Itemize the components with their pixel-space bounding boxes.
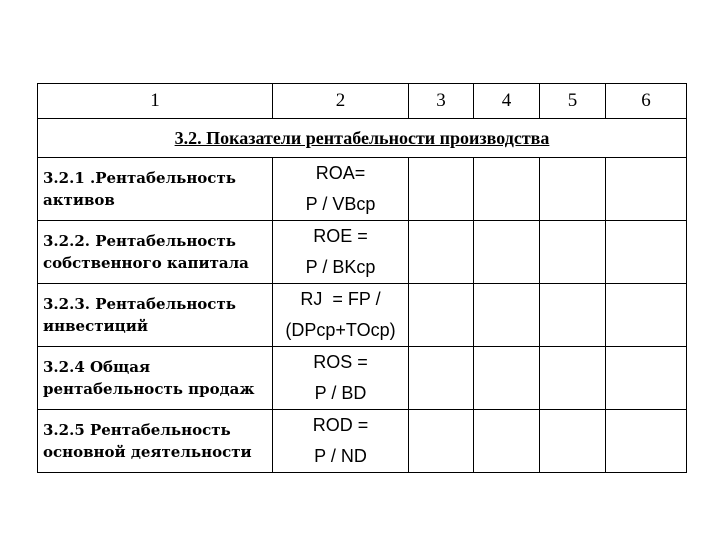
formula-line1: ROD = — [312, 415, 369, 435]
header-col-1: 1 — [38, 84, 273, 119]
table-row — [38, 221, 687, 284]
header-col-2: 2 — [273, 84, 409, 119]
empty-cell — [409, 410, 474, 473]
indicator-formula — [273, 410, 409, 473]
indicator-name-line2: собственного капитала — [43, 254, 249, 272]
empty-cell — [606, 158, 687, 221]
empty-cell — [474, 410, 540, 473]
section-row — [38, 119, 687, 158]
indicator-name-line1: 3.2.1 .Рентабельность — [43, 169, 236, 187]
formula-line1: ROA= — [315, 163, 366, 183]
indicator-name-line2: рентабельность продаж — [43, 380, 255, 398]
formula-line1: ROS = — [313, 352, 368, 372]
empty-cell — [540, 221, 606, 284]
indicator-name-line1: 3.2.2. Рентабельность — [43, 232, 236, 250]
indicator-name-line1: 3.2.3. Рентабельность — [43, 295, 236, 313]
empty-cell — [409, 158, 474, 221]
formula-line2: (DPср+TOср) — [285, 320, 396, 340]
indicator-name-line1: 3.2.5 Рентабельность — [43, 421, 231, 439]
section-title: 3.2. Показатели рентабельности производства — [174, 127, 550, 148]
indicator-name — [38, 221, 273, 284]
indicator-formula — [273, 158, 409, 221]
empty-cell — [606, 347, 687, 410]
empty-cell — [474, 347, 540, 410]
empty-cell — [409, 347, 474, 410]
table-row — [38, 284, 687, 347]
indicator-name — [38, 284, 273, 347]
header-col-4: 4 — [474, 84, 540, 119]
indicator-formula — [273, 347, 409, 410]
empty-cell — [474, 158, 540, 221]
formula-line2: P / VBср — [305, 194, 376, 214]
indicator-formula — [273, 221, 409, 284]
indicator-name-line2: активов — [43, 191, 115, 209]
formula-line1: ROE = — [313, 226, 368, 246]
section-title-cell — [38, 119, 687, 158]
formula-line2: P / ND — [314, 446, 367, 466]
formula-line2: P / BKср — [305, 257, 376, 277]
indicator-name-line1: 3.2.4 Общая — [43, 358, 151, 376]
formula-line1: RJ = FP / — [300, 289, 381, 309]
empty-cell — [540, 158, 606, 221]
indicator-name — [38, 158, 273, 221]
empty-cell — [606, 410, 687, 473]
indicator-formula — [273, 284, 409, 347]
table-row — [38, 410, 687, 473]
table-row — [38, 347, 687, 410]
empty-cell — [474, 221, 540, 284]
empty-cell — [540, 347, 606, 410]
table-row — [38, 158, 687, 221]
indicator-name — [38, 410, 273, 473]
formula-line2: P / BD — [314, 383, 367, 403]
empty-cell — [409, 221, 474, 284]
empty-cell — [606, 221, 687, 284]
header-col-6: 6 — [606, 84, 687, 119]
indicator-name-line2: основной деятельности — [43, 443, 252, 461]
empty-cell — [409, 284, 474, 347]
empty-cell — [540, 410, 606, 473]
empty-cell — [540, 284, 606, 347]
header-col-3: 3 — [409, 84, 474, 119]
empty-cell — [474, 284, 540, 347]
indicators-table — [37, 83, 687, 473]
header-row — [38, 84, 687, 119]
indicator-name — [38, 347, 273, 410]
indicator-name-line2: инвестиций — [43, 317, 148, 335]
empty-cell — [606, 284, 687, 347]
header-col-5: 5 — [540, 84, 606, 119]
